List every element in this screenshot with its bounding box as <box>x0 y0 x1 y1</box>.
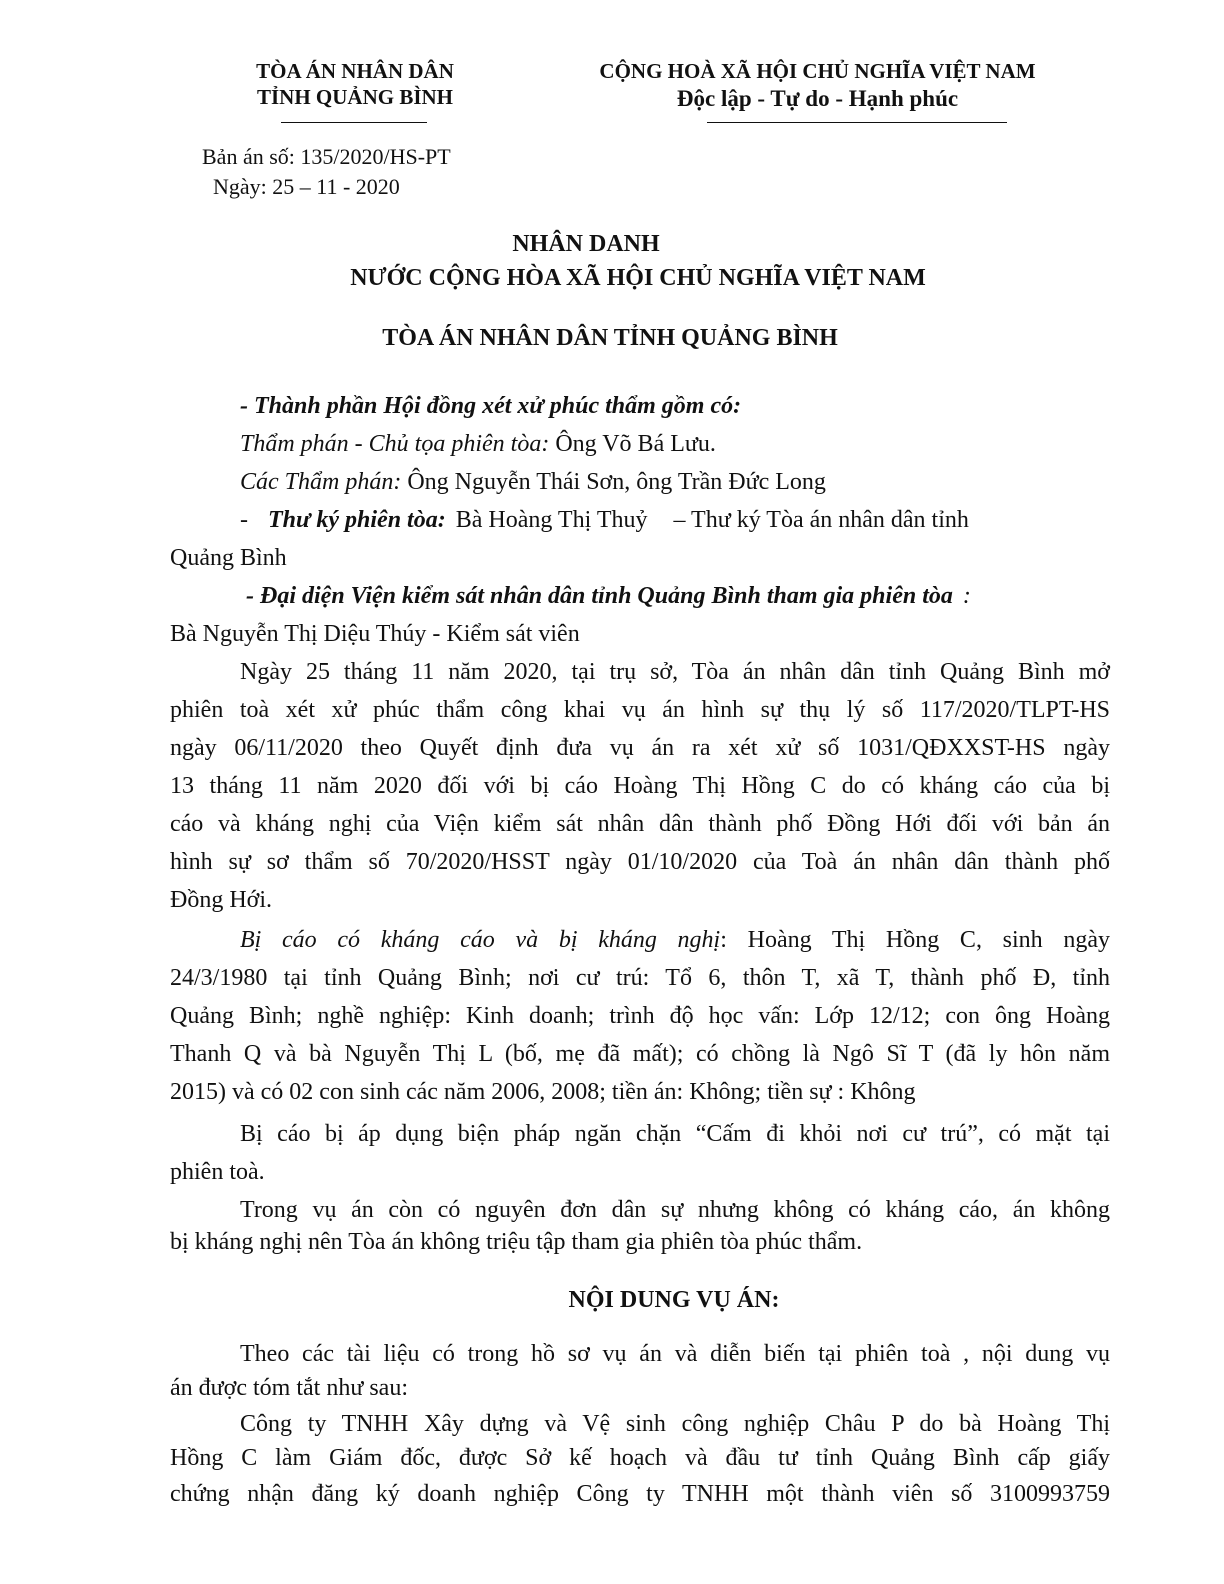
procuracy-colon: : <box>962 583 971 609</box>
court-name <box>210 58 500 110</box>
clerk-continuation: Quảng Bình <box>170 545 287 571</box>
para3-line: phiên toà. <box>170 1159 265 1185</box>
judges <box>240 466 1110 498</box>
presiding-value: Ông Võ Bá Lưu. <box>549 431 716 457</box>
para1-line: Ngày 25 tháng 11 năm 2020, tại trụ sở, Tòa án nhân dân tỉnh Quảng Bình mở <box>240 659 1110 685</box>
para6-line: Công ty TNHH Xây dựng và Vệ sinh công nghiệp Châu P do bà Hoàng Thị <box>240 1411 1110 1437</box>
presiding-judge <box>240 428 1110 460</box>
para1-line: Đồng Hới. <box>170 887 273 913</box>
defendant-line: 24/3/1980 tại tỉnh Quảng Bình; nơi cư trú: Tổ 6, thôn T, xã T, thành phố Đ, tỉnh <box>170 965 1110 991</box>
defendant-first-line <box>240 924 1110 956</box>
court-underline <box>281 122 427 123</box>
para6-line: Hồng C làm Giám đốc, được Sở kế hoạch và đầu tư tỉnh Quảng Bình cấp giấy <box>170 1445 1110 1471</box>
defendant-line: 2015) và có 02 con sinh các năm 2006, 2008; tiền án: Không; tiền sự : Không <box>170 1079 916 1105</box>
clerk-name: Bà Hoàng Thị Thuỷ <box>455 507 648 533</box>
case-content-title: NỘI DUNG VỤ ÁN: <box>568 1287 780 1313</box>
para3-line: Bị cáo bị áp dụng biện pháp ngăn chặn “Cấm đi khỏi nơi cư trú”, có mặt tại <box>240 1121 1110 1147</box>
para1-line: hình sự sơ thẩm số 70/2020/HSST ngày 01/10/2020 của Toà án nhân dân thành phố <box>170 849 1110 875</box>
verdict-number: Bản án số: 135/2020/HS-PT <box>202 144 451 169</box>
defendant-label: Bị cáo có kháng cáo và bị kháng nghị <box>240 927 721 953</box>
nation-line1: CỘNG HOÀ XÃ HỘI CHỦ NGHĨA VIỆT NAM <box>599 59 1036 83</box>
court-name-line1: TÒA ÁN NHÂN DÂN <box>256 59 454 83</box>
nation-line2: Độc lập - Tự do - Hạnh phúc <box>676 86 959 111</box>
para1-line: phiên toà xét xử phúc thẩm công khai vụ án hình sự thụ lý số 117/2020/TLPT-HS <box>170 697 1110 723</box>
motto-underline <box>707 122 1007 123</box>
para5-line: Theo các tài liệu có trong hồ sơ vụ án và diễn biến tại phiên toà , nội dung vụ <box>240 1341 1110 1367</box>
judges-label: Các Thẩm phán: <box>240 469 402 495</box>
para1-line: 13 tháng 11 năm 2020 đối với bị cáo Hoàng Thị Hồng C do có kháng cáo của bị <box>170 773 1110 799</box>
clerk-dash: - <box>240 507 248 533</box>
presiding-label: Thẩm phán - Chủ tọa phiên tòa: <box>240 431 550 457</box>
defendant-intro: : Hoàng Thị Hồng C, sinh ngày <box>720 927 1111 953</box>
defendant-line: Thanh Q và bà Nguyễn Thị L (bố, mẹ đã mất); có chồng là Ngô Sĩ T (đã ly hôn năm <box>170 1041 1110 1067</box>
republic-title: NƯỚC CỘNG HÒA XÃ HỘI CHỦ NGHĨA VIỆT NAM <box>350 265 926 291</box>
procuracy-rep <box>246 580 1116 612</box>
para4-line: bị kháng nghị nên Tòa án không triệu tập tham gia phiên tòa phúc thẩm. <box>170 1229 863 1255</box>
para5-line: án được tóm tắt như sau: <box>170 1375 408 1401</box>
defendant-line: Quảng Bình; nghề nghiệp: Kinh doanh; trình độ học vấn: Lớp 12/12; con ông Hoàng <box>170 1003 1110 1029</box>
in-name-of-title: NHÂN DANH <box>512 231 660 257</box>
court-title: TÒA ÁN NHÂN DÂN TỈNH QUẢNG BÌNH <box>382 325 838 351</box>
verdict-date: Ngày: 25 – 11 - 2020 <box>213 174 400 199</box>
judges-value: Ông Nguyễn Thái Sơn, ông Trần Đức Long <box>401 469 826 495</box>
court-clerk <box>240 504 1110 536</box>
panel-heading: - Thành phần Hội đồng xét xử phúc thẩm gồm có: <box>240 393 742 419</box>
para6-line: chứng nhận đăng ký doanh nghiệp Công ty TNHH một thành viên số 3100993759 <box>170 1481 1110 1507</box>
para1-line: ngày 06/11/2020 theo Quyết định đưa vụ án ra xét xử số 1031/QĐXXST-HS ngày <box>170 735 1110 761</box>
para4-line: Trong vụ án còn có nguyên đơn dân sự nhưng không có kháng cáo, án không <box>240 1197 1110 1223</box>
procuracy-label: - Đại diện Viện kiểm sát nhân dân tỉnh Quảng Bình tham gia phiên tòa <box>246 583 953 609</box>
court-name-line2: TỈNH QUẢNG BÌNH <box>256 85 454 109</box>
para1-line: cáo và kháng nghị của Viện kiểm sát nhân dân thành phố Đồng Hới đối với bản án <box>170 811 1110 837</box>
clerk-label: Thư ký phiên tòa: <box>268 507 446 533</box>
national-motto <box>545 58 1090 114</box>
clerk-title: – Thư ký Tòa án nhân dân tỉnh <box>673 507 969 533</box>
procuracy-value: Bà Nguyễn Thị Diệu Thúy - Kiểm sát viên <box>170 621 580 647</box>
